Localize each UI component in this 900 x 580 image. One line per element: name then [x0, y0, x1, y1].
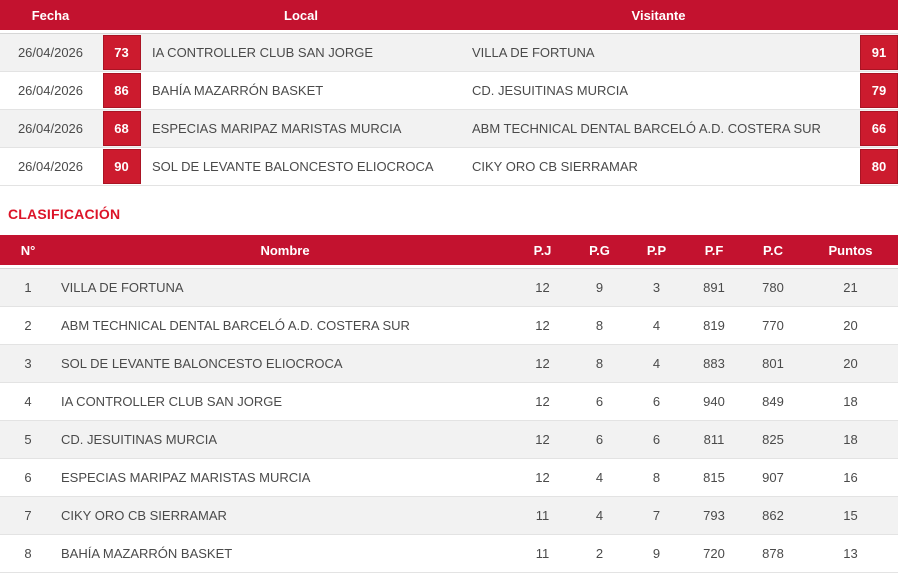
- away-team-name: VILLA DE FORTUNA: [472, 45, 595, 60]
- stat-pj: 12: [535, 470, 550, 485]
- match-row: [0, 110, 898, 148]
- standings-row: [0, 307, 898, 345]
- stat-puntos: 20: [843, 356, 858, 371]
- match-date: 26/04/2026: [17, 45, 84, 60]
- stat-pp: 7: [652, 508, 661, 523]
- away-score-badge: 79: [860, 73, 898, 108]
- team-name: ESPECIAS MARIPAZ MARISTAS MURCIA: [61, 470, 311, 485]
- standings-table: [0, 235, 898, 573]
- stat-puntos: 13: [843, 546, 858, 561]
- away-score-badge: 91: [860, 35, 898, 70]
- stat-pp: 4: [652, 356, 661, 371]
- home-team-name: SOL DE LEVANTE BALONCESTO ELIOCROCA: [152, 159, 434, 174]
- standings-header-pc: P.C: [763, 242, 783, 258]
- team-name: VILLA DE FORTUNA: [61, 280, 184, 295]
- home-score-badge: 86: [103, 73, 141, 108]
- home-score-badge: 68: [103, 111, 141, 146]
- team-name: CIKY ORO CB SIERRAMAR: [61, 508, 227, 523]
- stat-pg: 4: [595, 470, 604, 485]
- stat-pg: 9: [595, 280, 604, 295]
- stat-pg: 4: [595, 508, 604, 523]
- standings-row: [0, 383, 898, 421]
- home-score-badge: 90: [103, 149, 141, 184]
- standings-title: CLASIFICACIÓN: [8, 206, 121, 222]
- standings-row: [0, 269, 898, 307]
- stat-pc: 862: [762, 508, 784, 523]
- results-table: [0, 0, 898, 186]
- standings-rows: [0, 268, 898, 573]
- stat-pj: 12: [535, 394, 550, 409]
- standings-position: 5: [24, 432, 32, 447]
- stat-pg: 6: [595, 394, 604, 409]
- match-row: [0, 72, 898, 110]
- away-score-badge: 66: [860, 111, 898, 146]
- standings-header-pf: P.F: [704, 242, 724, 258]
- match-date: 26/04/2026: [17, 83, 84, 98]
- standings-position: 7: [24, 508, 32, 523]
- stat-pj: 12: [535, 318, 550, 333]
- stat-pp: 6: [652, 432, 661, 447]
- stat-pc: 780: [762, 280, 784, 295]
- results-header-visitante: Visitante: [631, 7, 686, 23]
- stat-pf: 793: [703, 508, 725, 523]
- stat-pj: 12: [535, 280, 550, 295]
- stat-pc: 907: [762, 470, 784, 485]
- standings-header-num: N°: [20, 242, 36, 258]
- stat-pg: 6: [595, 432, 604, 447]
- team-name: ABM TECHNICAL DENTAL BARCELÓ A.D. COSTERA SUR: [61, 318, 410, 333]
- team-name: IA CONTROLLER CLUB SAN JORGE: [61, 394, 283, 409]
- stat-pc: 770: [762, 318, 784, 333]
- standings-position: 8: [24, 546, 32, 561]
- home-team-name: IA CONTROLLER CLUB SAN JORGE: [152, 45, 374, 60]
- results-header-spacer-right: [857, 0, 898, 30]
- home-team-name: ESPECIAS MARIPAZ MARISTAS MURCIA: [152, 121, 402, 136]
- results-header-spacer-left: [101, 0, 142, 30]
- away-team-name: CIKY ORO CB SIERRAMAR: [472, 159, 638, 174]
- match-row: [0, 148, 898, 186]
- home-team-name: BAHÍA MAZARRÓN BASKET: [152, 83, 324, 98]
- results-rows: [0, 33, 898, 186]
- results-header-fecha: Fecha: [31, 7, 70, 23]
- standings-row: [0, 535, 898, 573]
- stat-pc: 849: [762, 394, 784, 409]
- stat-pf: 883: [703, 356, 725, 371]
- match-date: 26/04/2026: [17, 121, 84, 136]
- stat-pj: 11: [535, 508, 550, 523]
- standings-header: [0, 235, 898, 265]
- stat-pp: 6: [652, 394, 661, 409]
- stat-pf: 940: [703, 394, 725, 409]
- standings-position: 3: [24, 356, 32, 371]
- team-name: CD. JESUITINAS MURCIA: [61, 432, 218, 447]
- standings-position: 2: [24, 318, 32, 333]
- stat-pc: 801: [762, 356, 784, 371]
- stat-puntos: 20: [843, 318, 858, 333]
- standings-row: [0, 459, 898, 497]
- standings-row: [0, 497, 898, 535]
- stat-puntos: 18: [843, 432, 858, 447]
- away-team-name: CD. JESUITINAS MURCIA: [472, 83, 629, 98]
- stat-puntos: 15: [843, 508, 858, 523]
- standings-header-pp: P.P: [646, 242, 667, 258]
- stat-pg: 8: [595, 318, 604, 333]
- match-row: [0, 34, 898, 72]
- stat-pj: 11: [535, 546, 550, 561]
- stat-pf: 720: [703, 546, 725, 561]
- stat-pf: 819: [703, 318, 725, 333]
- stat-pf: 891: [703, 280, 725, 295]
- standings-position: 1: [24, 280, 32, 295]
- stat-puntos: 16: [843, 470, 858, 485]
- stat-puntos: 21: [843, 280, 858, 295]
- stat-pf: 811: [703, 432, 725, 447]
- stat-pp: 8: [652, 470, 661, 485]
- stat-pf: 815: [703, 470, 725, 485]
- stat-pp: 9: [652, 546, 661, 561]
- standings-header-pj: P.J: [533, 242, 552, 258]
- stat-pc: 878: [762, 546, 784, 561]
- stat-pj: 12: [535, 432, 550, 447]
- home-score-badge: 73: [103, 35, 141, 70]
- stat-pj: 12: [535, 356, 550, 371]
- team-name: BAHÍA MAZARRÓN BASKET: [61, 546, 233, 561]
- standings-row: [0, 421, 898, 459]
- stat-pg: 8: [595, 356, 604, 371]
- stat-pp: 3: [652, 280, 661, 295]
- stat-puntos: 18: [843, 394, 858, 409]
- stat-pg: 2: [595, 546, 604, 561]
- team-name: SOL DE LEVANTE BALONCESTO ELIOCROCA: [61, 356, 343, 371]
- away-score-badge: 80: [860, 149, 898, 184]
- standings-position: 4: [24, 394, 32, 409]
- away-team-name: ABM TECHNICAL DENTAL BARCELÓ A.D. COSTERA SUR: [472, 121, 821, 136]
- results-header-local: Local: [284, 7, 318, 23]
- match-date: 26/04/2026: [17, 159, 84, 174]
- standings-position: 6: [24, 470, 32, 485]
- stat-pc: 825: [762, 432, 784, 447]
- standings-row: [0, 345, 898, 383]
- stat-pp: 4: [652, 318, 661, 333]
- results-header: [0, 0, 898, 30]
- standings-header-pg: P.G: [589, 242, 610, 258]
- standings-header-puntos: Puntos: [828, 242, 873, 258]
- standings-header-nombre: Nombre: [260, 242, 310, 258]
